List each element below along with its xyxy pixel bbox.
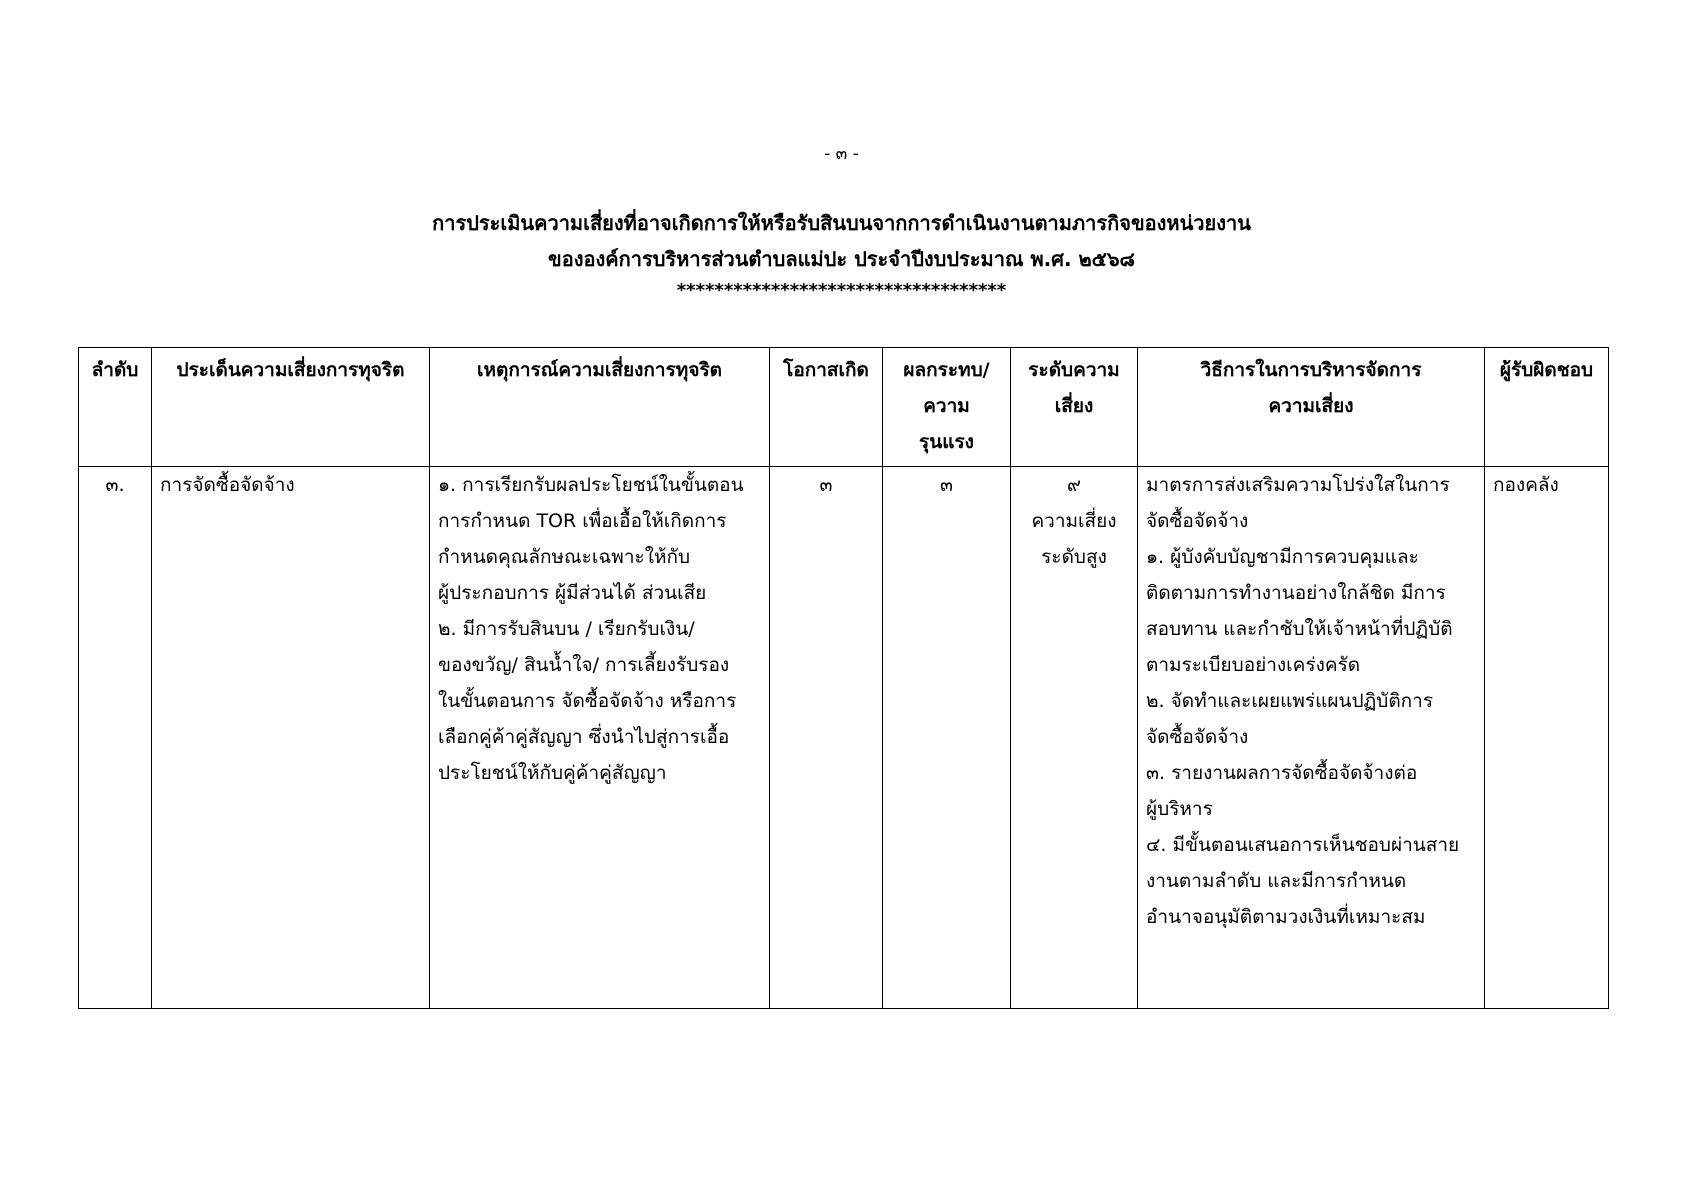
- cell-event: ๑. การเรียกรับผลประโยชน์ในขั้นตอน การกำหนด TOR เพื่อเอื้อให้เกิดการ กำหนดคุณลักษณะเฉพาะให้กับ ผู้ประกอบการ ผู้มีส่วนได้ ส่วนเสีย ๒. มีการรับสินบน / เรียกรับเงิน/ ของขวัญ/ สินน้ำใจ/ การเลี้ยงรับรอง ในขั้นตอนการ จัดซื้อจัดจ้าง หรือการ เลือกคู่ค้าคู่สัญญา ซึ่งนำไปสู่การเอื้อ ประโยชน์ให้กับคู่ค้าคู่สัญญา: [430, 467, 770, 1009]
- table-row: [79, 467, 1609, 1009]
- cell-owner: กองคลัง: [1485, 467, 1609, 1009]
- page-number: - ๓ -: [824, 144, 859, 164]
- header-impact: ผลกระทบ/ ความ รุนแรง: [883, 348, 1011, 467]
- table-header-row: [79, 348, 1609, 467]
- header-order: ลำดับ: [79, 348, 152, 467]
- cell-order: ๓.: [79, 467, 152, 1009]
- header-issue: ประเด็นความเสี่ยงการทุจริต: [152, 348, 430, 467]
- title-line-1: การประเมินความเสี่ยงที่อาจเกิดการให้หรือรับสินบนจากการดำเนินงานตามภารกิจของหน่วยงาน: [432, 211, 1251, 235]
- cell-issue: การจัดซื้อจัดจ้าง: [152, 467, 430, 1009]
- document-title: [0, 205, 1683, 305]
- header-risk-level: ระดับความ เสี่ยง: [1011, 348, 1138, 467]
- title-line-2: ขององค์การบริหารส่วนตำบลแม่ปะ ประจำปีงบประมาณ พ.ศ. ๒๕๖๘: [548, 247, 1135, 271]
- cell-likelihood: ๓: [770, 467, 883, 1009]
- cell-risk-level: ๙ ความเสี่ยง ระดับสูง: [1011, 467, 1138, 1009]
- cell-measures: มาตรการส่งเสริมความโปร่งใสในการ จัดซื้อจัดจ้าง ๑. ผู้บังคับบัญชามีการควบคุมและ ติดตามการทำงานอย่างใกล้ชิด มีการ สอบทาน และกำชับให้เจ้าหน้าที่ปฏิบัติ ตามระเบียบอย่างเคร่งครัด ๒. จัดทำและเผยแพร่แผนปฏิบัติการ จัดซื้อจัดจ้าง ๓. รายงานผลการจัดซื้อจัดจ้างต่อ ผู้บริหาร ๔. มีขั้นตอนเสนอการเห็นชอบผ่านสาย งานตามลำดับ และมีการกำหนด อำนาจอนุมัติตามวงเงินที่เหมาะสม: [1138, 467, 1485, 1009]
- risk-assessment-table: [78, 347, 1609, 1009]
- cell-impact: ๓: [883, 467, 1011, 1009]
- header-event: เหตุการณ์ความเสี่ยงการทุจริต: [430, 348, 770, 467]
- header-likelihood: โอกาสเกิด: [770, 348, 883, 467]
- title-stars: ***********************************: [676, 280, 1007, 301]
- header-owner: ผู้รับผิดชอบ: [1485, 348, 1609, 467]
- header-measures: วิธีการในการบริหารจัดการ ความเสี่ยง: [1138, 348, 1485, 467]
